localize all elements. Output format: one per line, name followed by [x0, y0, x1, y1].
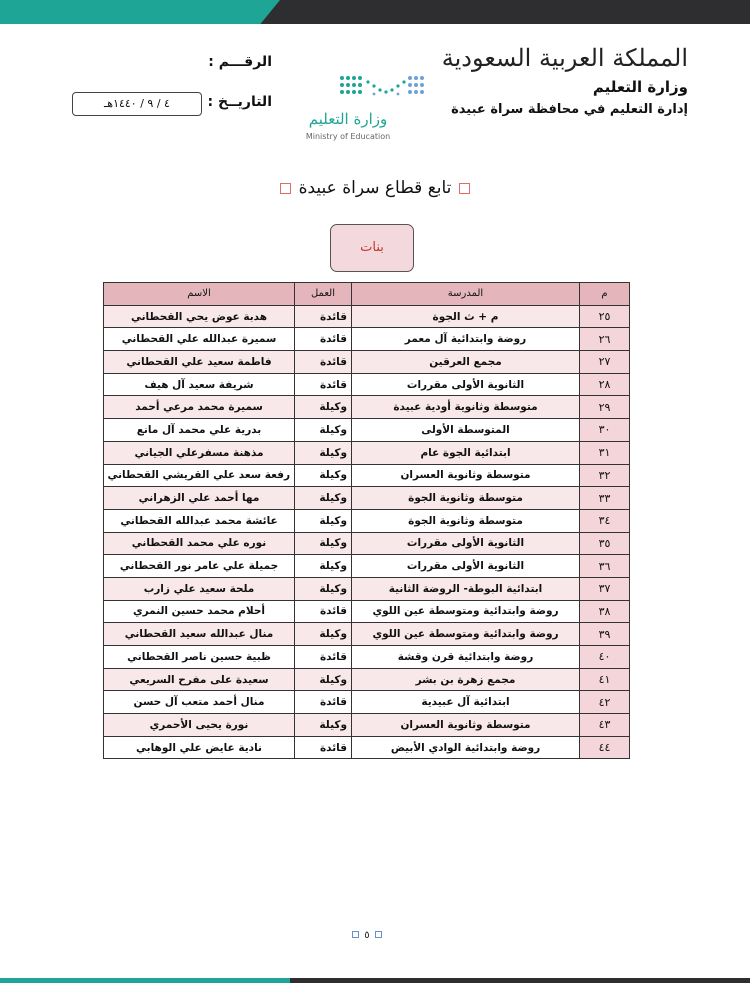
administration-name: إدارة التعليم في محافظة سراة عبيدة	[451, 102, 688, 117]
page-number	[350, 930, 384, 941]
logo-dots-icon	[338, 72, 430, 100]
cell-role: قائدة	[295, 351, 352, 374]
cell-school: الثانوية الأولى مقررات	[352, 373, 580, 396]
cell-name: رفعة سعد علي القريشي القحطاني	[104, 464, 295, 487]
cell-school: روضة وابتدائية الوادي الأبيض	[352, 736, 580, 759]
number-label: الرقـــم :	[208, 54, 272, 70]
cell-role: قائدة	[295, 305, 352, 328]
cell-num: ٢٦	[580, 328, 630, 351]
cell-school: متوسطة وثانوية العسران	[352, 714, 580, 737]
cell-role: وكيلة	[295, 419, 352, 442]
ministry-logo	[298, 72, 438, 147]
cell-school: روضة وابتدائية قرن وقشة	[352, 646, 580, 669]
cell-name: سعيدة على مفرح السريعي	[104, 668, 295, 691]
cell-school: ابتدائية الجوة عام	[352, 441, 580, 464]
cell-role: وكيلة	[295, 441, 352, 464]
cell-school: ابتدائية البوطة- الروضة الثانية	[352, 577, 580, 600]
cell-num: ٣٥	[580, 532, 630, 555]
table-row	[104, 441, 630, 464]
sector-title-line	[0, 178, 750, 198]
cell-num: ٣٤	[580, 509, 630, 532]
cell-num: ٣١	[580, 441, 630, 464]
cell-name: مذهنة مسفرعلي الجياني	[104, 441, 295, 464]
cell-name: شريفة سعيد آل هيف	[104, 373, 295, 396]
cell-num: ٤٤	[580, 736, 630, 759]
cell-role: وكيلة	[295, 668, 352, 691]
sector-title: تابع قطاع سراة عبيدة	[298, 178, 452, 198]
cell-school: مجمع زهرة بن بشر	[352, 668, 580, 691]
bullet-square-icon	[280, 183, 291, 194]
cell-role: وكيلة	[295, 464, 352, 487]
cell-school: المتوسطة الأولى	[352, 419, 580, 442]
col-header-school: المدرسة	[352, 283, 580, 306]
date-field: ٤ / ٩ / ١٤٤٠هـ	[72, 92, 202, 116]
logo-arabic-text: وزارة التعليم	[308, 110, 388, 128]
table-row	[104, 373, 630, 396]
table-row	[104, 532, 630, 555]
ministry-name: وزارة التعليم	[592, 78, 688, 96]
table-row	[104, 464, 630, 487]
cell-school: مجمع العرقين	[352, 351, 580, 374]
table-row	[104, 509, 630, 532]
kingdom-title: المملكة العربية السعودية	[441, 44, 688, 72]
cell-name: نوره علي محمد القحطاني	[104, 532, 295, 555]
cell-num: ٤٢	[580, 691, 630, 714]
col-header-role: العمل	[295, 283, 352, 306]
page-number-value: ٥	[364, 930, 370, 941]
table-row	[104, 600, 630, 623]
table-header-row	[104, 283, 630, 306]
bottom-accent-stripe	[0, 978, 290, 983]
cell-num: ٢٧	[580, 351, 630, 374]
cell-role: قائدة	[295, 691, 352, 714]
table-row	[104, 577, 630, 600]
date-label: التاريــخ :	[207, 94, 272, 110]
cell-name: بدرية علي محمد آل مانع	[104, 419, 295, 442]
cell-school: ابتدائية آل عبيدية	[352, 691, 580, 714]
table-row	[104, 328, 630, 351]
cell-school: متوسطة وثانوية الجوة	[352, 509, 580, 532]
cell-role: وكيلة	[295, 509, 352, 532]
cell-name: مها أحمد علي الزهراني	[104, 487, 295, 510]
cell-role: وكيلة	[295, 623, 352, 646]
cell-school: متوسطة وثانوية أودية عبيدة	[352, 396, 580, 419]
table-row	[104, 646, 630, 669]
cell-role: قائدة	[295, 600, 352, 623]
table-row	[104, 691, 630, 714]
cell-num: ٣٣	[580, 487, 630, 510]
cell-num: ٣٦	[580, 555, 630, 578]
table-row	[104, 419, 630, 442]
cell-school: متوسطة وثانوية الجوة	[352, 487, 580, 510]
cell-role: وكيلة	[295, 555, 352, 578]
logo-english-text: Ministry of Education	[305, 132, 391, 141]
table-row	[104, 668, 630, 691]
cell-num: ٢٨	[580, 373, 630, 396]
cell-role: وكيلة	[295, 714, 352, 737]
cell-name: ظبية حسين ناصر القحطاني	[104, 646, 295, 669]
cell-role: قائدة	[295, 373, 352, 396]
cell-num: ٣٢	[580, 464, 630, 487]
cell-role: قائدة	[295, 646, 352, 669]
section-badge: بنات	[330, 224, 414, 272]
cell-name: نادية عايض علي الوهابي	[104, 736, 295, 759]
col-header-number: م	[580, 283, 630, 306]
table-row	[104, 305, 630, 328]
cell-num: ٣٠	[580, 419, 630, 442]
cell-school: روضة وابتدائية ومتوسطة عين اللوي	[352, 600, 580, 623]
cell-name: أحلام محمد حسين النمري	[104, 600, 295, 623]
letterhead-left	[72, 54, 272, 110]
cell-num: ٢٩	[580, 396, 630, 419]
cell-name: منال أحمد متعب آل حسن	[104, 691, 295, 714]
cell-role: قائدة	[295, 328, 352, 351]
cell-num: ٣٩	[580, 623, 630, 646]
cell-school: روضة وابتدائية ومتوسطة عين اللوي	[352, 623, 580, 646]
cell-role: وكيلة	[295, 487, 352, 510]
cell-role: قائدة	[295, 736, 352, 759]
page-square-icon	[375, 931, 382, 938]
cell-name: سميرة محمد مرعي أحمد	[104, 396, 295, 419]
cell-school: روضة وابتدائية آل معمر	[352, 328, 580, 351]
cell-name: جميلة علي عامر نور القحطاني	[104, 555, 295, 578]
cell-role: وكيلة	[295, 532, 352, 555]
staff-table	[103, 282, 630, 759]
bullet-square-icon	[459, 183, 470, 194]
col-header-name: الاسم	[104, 283, 295, 306]
table-row	[104, 487, 630, 510]
cell-school: الثانوية الأولى مقررات	[352, 532, 580, 555]
table-row	[104, 714, 630, 737]
cell-role: وكيلة	[295, 396, 352, 419]
page-square-icon	[352, 931, 359, 938]
table-row	[104, 736, 630, 759]
cell-name: ملحة سعيد علي زارب	[104, 577, 295, 600]
cell-num: ٣٨	[580, 600, 630, 623]
table-row	[104, 396, 630, 419]
cell-num: ٤١	[580, 668, 630, 691]
cell-school: متوسطة وثانوية العسران	[352, 464, 580, 487]
cell-name: سميرة عبدالله علي القحطاني	[104, 328, 295, 351]
cell-num: ٢٥	[580, 305, 630, 328]
cell-name: هدبة عوض يحي القحطاني	[104, 305, 295, 328]
cell-name: فاطمة سعيد علي القحطاني	[104, 351, 295, 374]
cell-name: نورة يحيى الأحمري	[104, 714, 295, 737]
cell-num: ٤٣	[580, 714, 630, 737]
letterhead-right	[428, 40, 688, 117]
table-row	[104, 623, 630, 646]
table-row	[104, 351, 630, 374]
cell-name: منال عبدالله سعيد القحطاني	[104, 623, 295, 646]
cell-school: م + ث الجوة	[352, 305, 580, 328]
table-row	[104, 555, 630, 578]
cell-school: الثانوية الأولى مقررات	[352, 555, 580, 578]
cell-role: وكيلة	[295, 577, 352, 600]
top-accent-stripe	[0, 0, 280, 24]
cell-num: ٣٧	[580, 577, 630, 600]
cell-num: ٤٠	[580, 646, 630, 669]
cell-name: عائشة محمد عبدالله القحطاني	[104, 509, 295, 532]
